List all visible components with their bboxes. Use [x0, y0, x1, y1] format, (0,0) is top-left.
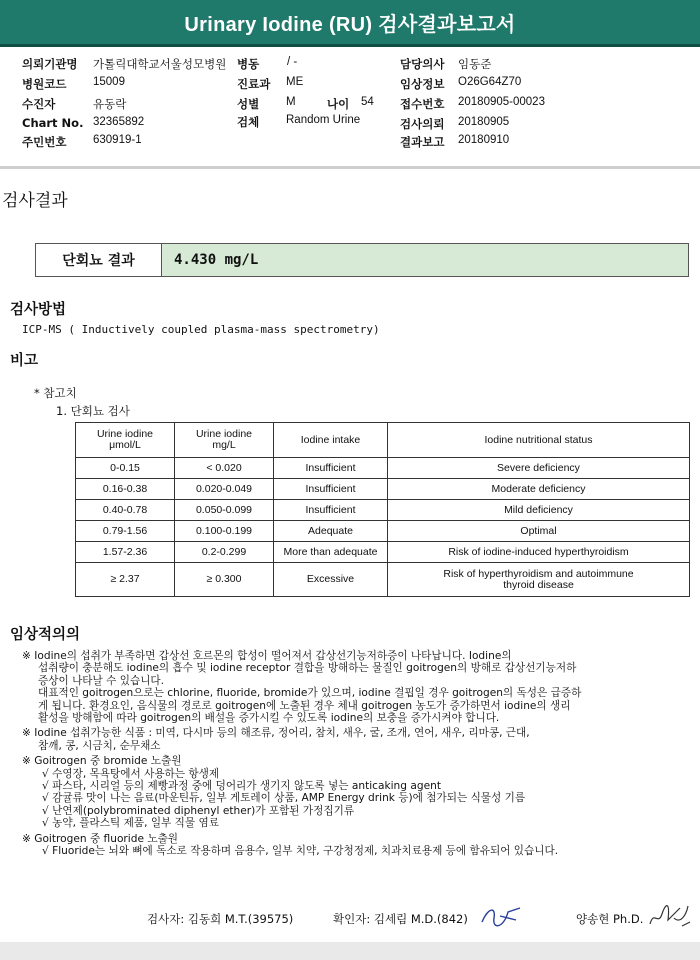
info-value: 630919-1 — [93, 134, 142, 146]
info-label: 주민번호 — [22, 135, 67, 149]
table-header-row — [76, 423, 690, 458]
reference-table — [75, 422, 690, 597]
table-cell: Excessive — [274, 563, 388, 597]
text-line: 대표적인 goitrogen으로는 chlorine, fluoride, bromide가 있으며, iodine 결핍일 경우 goitrogen의 독성은 급증하 — [38, 687, 582, 700]
text-line: 증상이 나타날 수 있습니다. — [38, 674, 165, 687]
reference-title: * 참고치 — [34, 386, 77, 400]
info-value: 20180910 — [458, 134, 510, 146]
text-line: √ Fluoride는 뇌와 뼈에 독소로 작용하며 음용수, 일부 치약, 구강청정제, 치과치료용제 등에 함유되어 있습니다. — [42, 845, 559, 858]
info-value: 32365892 — [93, 116, 145, 128]
patient-info-block — [0, 52, 700, 162]
table-cell: ≥ 0.300 — [175, 563, 274, 597]
text-line: ※ Iodine 섭취가능한 식품 : 미역, 다시마 등의 해조류, 정어리, 참치, 새우, 굴, 조개, 연어, 새우, 리마콩, 근대, — [22, 727, 530, 740]
info-value: Random Urine — [286, 114, 361, 126]
info-value: O26G64Z70 — [458, 76, 522, 88]
info-value: M — [286, 96, 296, 108]
info-value: 유동락 — [93, 99, 127, 111]
table-cell: 0.050-0.099 — [175, 500, 274, 521]
clinical-text — [22, 650, 692, 858]
info-label: 결과보고 — [400, 135, 445, 149]
text-line: ※ Iodine의 섭취가 부족하면 갑상선 호르몬의 합성이 떨어져서 갑상선기능저하증이 나타납니다. Iodine의 — [22, 650, 512, 662]
checker-signature-line: 확인자: 김세림 M.D.(842) — [333, 912, 468, 926]
table-cell: Optimal — [388, 521, 690, 542]
info-label: 담당의사 — [400, 57, 445, 71]
section-heading-results: 검사결과 — [2, 191, 68, 211]
table-cell: 0.020-0.049 — [175, 479, 274, 500]
section-heading-clinical: 임상적의의 — [10, 627, 81, 643]
table-cell: 0-0.15 — [76, 458, 175, 479]
table-row — [76, 479, 690, 500]
table-header-cell: Iodine nutritional status — [388, 423, 690, 458]
checker-signature-icon — [478, 902, 524, 930]
info-value: 임동준 — [458, 59, 492, 71]
info-label: 접수번호 — [400, 97, 445, 111]
info-value: 15009 — [93, 76, 125, 88]
table-cell: 1.57-2.36 — [76, 542, 175, 563]
examiner-signature-line: 검사자: 김동희 M.T.(39575) — [147, 912, 294, 926]
table-cell: Insufficient — [274, 479, 388, 500]
table-header-cell: Iodine intake — [274, 423, 388, 458]
table-cell: 0.79-1.56 — [76, 521, 175, 542]
table-header-cell: Urine iodine μmol/L — [76, 423, 175, 458]
result-value: 4.430 mg/L — [162, 244, 688, 276]
info-label: 의뢰기관명 — [22, 57, 78, 71]
info-label: 임상정보 — [400, 77, 445, 91]
director-signature-icon — [646, 896, 692, 934]
text-line: 게 됩니다. 환경요인, 음식물의 경로로 goitrogen에 노출된 경우 체내 goitrogen 농도가 증가하면서 iodine의 생리 — [38, 699, 571, 712]
director-signature-line: 양송현 Ph.D. — [576, 912, 644, 926]
page-bottom-strip — [0, 942, 700, 960]
table-row — [76, 563, 690, 597]
text-line: 활성을 방해함에 따라 goitrogen의 배설을 증가시킬 수 있도록 iodine의 보충을 증가시켜야 합니다. — [38, 712, 500, 725]
info-value: / - — [287, 56, 298, 68]
header-divider — [0, 166, 700, 169]
result-label: 단회뇨 결과 — [36, 244, 162, 276]
info-value: 가톨릭대학교서울성모병원 — [93, 59, 227, 71]
info-label: 나이 — [327, 97, 350, 111]
clinical-paragraph-3 — [22, 755, 692, 829]
text-line: ※ Goitrogen 중 fluoride 노출원 — [22, 832, 179, 845]
table-cell: Insufficient — [274, 500, 388, 521]
table-cell: Risk of hyperthyroidism and autoimmune thyroid disease — [388, 563, 690, 597]
text-line: ※ Goitrogen 중 bromide 노출원 — [22, 755, 182, 768]
table-cell: Risk of iodine-induced hyperthyroidism — [388, 542, 690, 563]
text-line: √ 감귤류 맛이 나는 음료(마운틴듀, 일부 게토레이 상품, AMP Energy drink 등)에 첨가되는 식물성 기름 — [42, 792, 526, 805]
table-cell: 0.100-0.199 — [175, 521, 274, 542]
info-label: 수진자 — [22, 97, 56, 111]
text-line: √ 수영장, 목욕탕에서 사용하는 항생제 — [42, 767, 220, 780]
info-label: 검사의뢰 — [400, 117, 445, 131]
info-label: 검체 — [237, 115, 260, 129]
table-cell: 0.16-0.38 — [76, 479, 175, 500]
info-value: ME — [286, 76, 304, 88]
result-box — [35, 243, 689, 277]
info-label: 성별 — [237, 97, 260, 111]
report-title-bar — [0, 0, 700, 47]
table-cell: ≥ 2.37 — [76, 563, 175, 597]
text-line: √ 난연제(polybrominated diphenyl ether)가 포함된 가정집기류 — [42, 804, 355, 817]
text-line: √ 농약, 플라스틱 제품, 일부 직물 염료 — [42, 817, 219, 830]
table-cell: Severe deficiency — [388, 458, 690, 479]
table-cell: More than adequate — [274, 542, 388, 563]
method-text: ICP-MS ( Inductively coupled plasma-mass spectrometry) — [22, 323, 380, 336]
table-row — [76, 521, 690, 542]
table-cell: Moderate deficiency — [388, 479, 690, 500]
section-heading-remarks: 비고 — [10, 353, 39, 369]
info-value: 54 — [361, 96, 374, 108]
table-row — [76, 500, 690, 521]
text-line: 섭취량이 충분해도 iodine의 흡수 및 iodine receptor 결합을 방해하는 물질인 goitrogen의 방해로 갑상선기능저하 — [38, 662, 577, 675]
table-cell: Mild deficiency — [388, 500, 690, 521]
text-line: 참깨, 콩, 시금치, 순무채소 — [38, 739, 161, 752]
info-value: 20180905 — [458, 116, 510, 128]
report-title: Urinary Iodine (RU) 검사결과보고서 — [184, 13, 516, 36]
clinical-paragraph-4 — [22, 833, 692, 858]
table-cell: Insufficient — [274, 458, 388, 479]
table-cell: < 0.020 — [175, 458, 274, 479]
section-heading-method: 검사방법 — [10, 302, 67, 318]
clinical-paragraph-2 — [22, 727, 692, 752]
table-row — [76, 542, 690, 563]
clinical-paragraph-1 — [22, 650, 692, 724]
table-cell: 0.40-0.78 — [76, 500, 175, 521]
info-label: 진료과 — [237, 77, 271, 91]
info-label: 병원코드 — [22, 77, 67, 91]
table-cell: Adequate — [274, 521, 388, 542]
table-header-cell: Urine iodine mg/L — [175, 423, 274, 458]
info-label: 병동 — [237, 57, 260, 71]
info-value: 20180905-00023 — [458, 96, 545, 108]
table-cell: 0.2-0.299 — [175, 542, 274, 563]
text-line: √ 파스타, 시리얼 등의 제빵과정 중에 덩어리가 생기지 않도록 넣는 anticaking agent — [42, 780, 441, 793]
reference-subtitle: 1. 단회뇨 검사 — [56, 404, 130, 418]
info-label: Chart No. — [22, 116, 84, 130]
table-row — [76, 458, 690, 479]
